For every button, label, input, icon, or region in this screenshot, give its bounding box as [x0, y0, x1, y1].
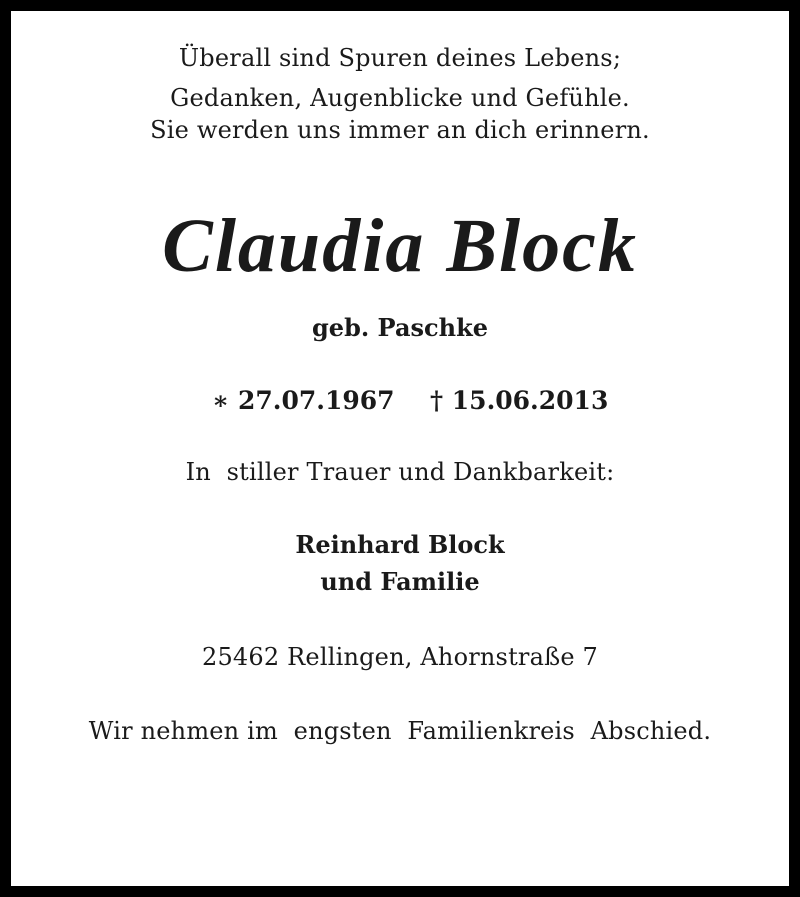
address: 25462 Rellingen, Ahornstraße 7 — [201, 643, 599, 671]
verse-line-2: Gedanken, Augenblicke und Gefühle. — [170, 84, 630, 112]
maiden-name: geb. Paschke — [312, 313, 488, 342]
mourner-name: Reinhard Block — [295, 530, 505, 559]
verse-line-1: Überall sind Spuren deines Lebens; — [178, 44, 622, 72]
life-dates — [0, 388, 800, 420]
mourning-intro: In stiller Trauer und Dankbarkeit: — [185, 458, 615, 486]
death-date: † 15.06.2013 — [430, 386, 609, 415]
deceased-name: Claudia Block — [162, 204, 638, 288]
birth-date: ∗ 27.07.1967 — [212, 386, 395, 415]
farewell-note: Wir nehmen im engsten Familienkreis Abschied. — [88, 717, 712, 745]
mourner-family: und Familie — [320, 567, 480, 596]
verse-line-3: Sie werden uns immer an dich erinnern. — [150, 116, 650, 144]
